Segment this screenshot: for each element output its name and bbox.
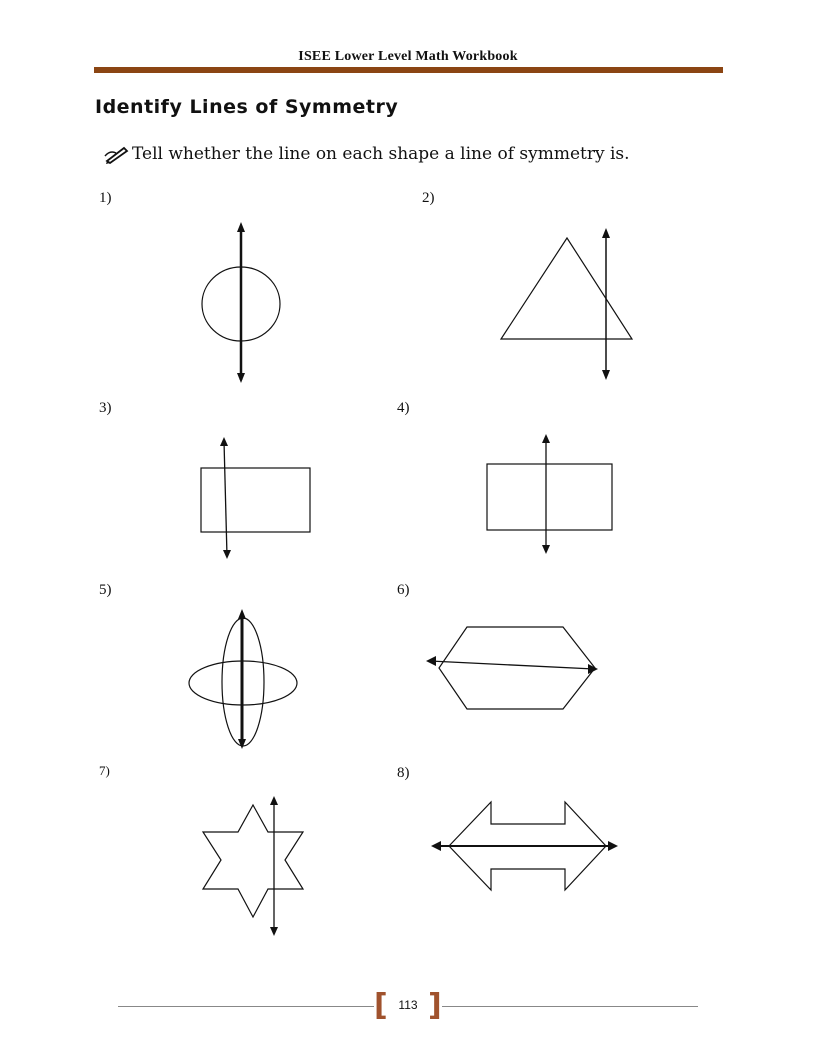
footer-bracket-left: [ — [374, 988, 388, 1023]
problem-number-3: 3) — [99, 400, 112, 416]
instruction-text: Tell whether the line on each shape a line of symmetry is. — [132, 144, 630, 164]
footer-rule-left — [118, 1006, 374, 1007]
footer-rule-right — [442, 1006, 698, 1007]
problem-number-4: 4) — [397, 400, 410, 416]
section-title: Identify Lines of Symmetry — [95, 96, 399, 118]
problem-number-5: 5) — [99, 582, 112, 598]
problem-number-7: 7) — [99, 763, 110, 778]
problem-number-8: 8) — [397, 765, 410, 781]
page-number: 113 — [398, 998, 418, 1012]
problem-number-6: 6) — [397, 582, 410, 598]
problem-number-1: 1) — [99, 190, 112, 206]
header-title: ISEE Lower Level Math Workbook — [298, 49, 518, 64]
problem-number-2: 2) — [422, 190, 435, 206]
footer-bracket-right: ] — [428, 988, 442, 1023]
